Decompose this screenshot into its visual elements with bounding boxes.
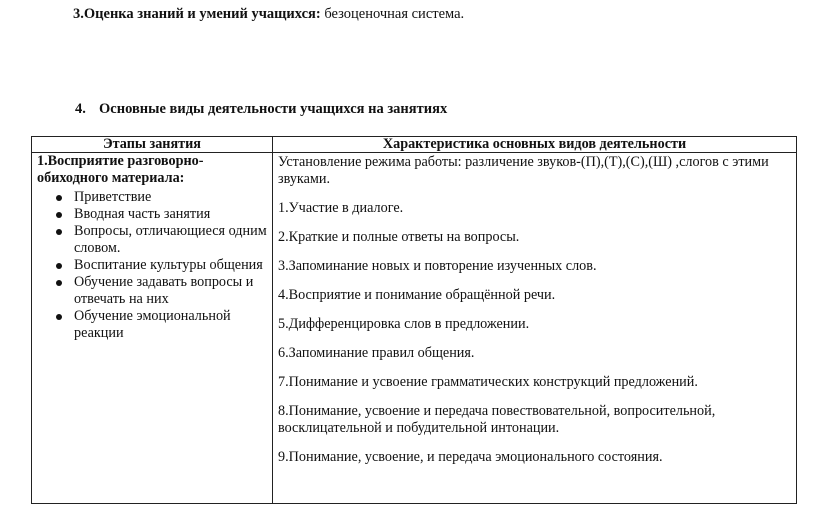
header-characteristics: Характеристика основных видов деятельности [273, 137, 797, 153]
activity-item: 7.Понимание и усвоение грамматических конструкций предложений. [278, 374, 698, 390]
characteristics-cell [273, 153, 797, 504]
list-item: Воспитание культуры общения [74, 257, 267, 274]
stage-items-list [37, 189, 267, 342]
list-item: Приветствие [74, 189, 267, 206]
table-header-row [32, 137, 797, 153]
list-item: Вводная часть занятия [74, 206, 267, 223]
section-4-heading [75, 101, 447, 118]
list-item: Обучение задавать вопросы и отвечать на них [74, 274, 267, 308]
section-3-line [73, 6, 464, 23]
activity-item: 1.Участие в диалоге. [278, 200, 404, 216]
activity-item: 2.Краткие и полные ответы на вопросы. [278, 229, 520, 245]
section-3-label: 3.Оценка знаний и умений учащихся: [73, 6, 321, 22]
activity-item: 9.Понимание, усвоение, и передача эмоционального состояния. [278, 449, 663, 465]
intro-text: Установление режима работы: различение звуков-(П),(Т),(С),(Ш) ,слогов с этими звуками. [278, 154, 769, 187]
header-stages: Этапы занятия [32, 137, 273, 153]
section-4-title: Основные виды деятельности учащихся на занятиях [99, 101, 448, 117]
activities-table [31, 136, 797, 504]
table-row [32, 153, 797, 504]
activity-item: 4.Восприятие и понимание обращённой речи. [278, 287, 556, 303]
section-3-value: безоценочная система. [320, 6, 465, 22]
activity-item: 3.Запоминание новых и повторение изученных слов. [278, 258, 597, 274]
section-4-number: 4. [75, 101, 86, 117]
stage-title: 1.Восприятие разговорно-обиходного материала: [37, 153, 204, 186]
activity-item: 8.Понимание, усвоение и передача повествовательной, вопросительной, восклицательной и побудительной интонации. [278, 403, 716, 436]
list-item: Вопросы, отличающиеся одним словом. [74, 223, 267, 256]
stages-cell [32, 153, 273, 504]
list-item: Обучение эмоциональной реакции [74, 308, 267, 342]
activity-item: 6.Запоминание правил общения. [278, 345, 475, 361]
activity-item: 5.Дифференцировка слов в предложении. [278, 316, 530, 332]
